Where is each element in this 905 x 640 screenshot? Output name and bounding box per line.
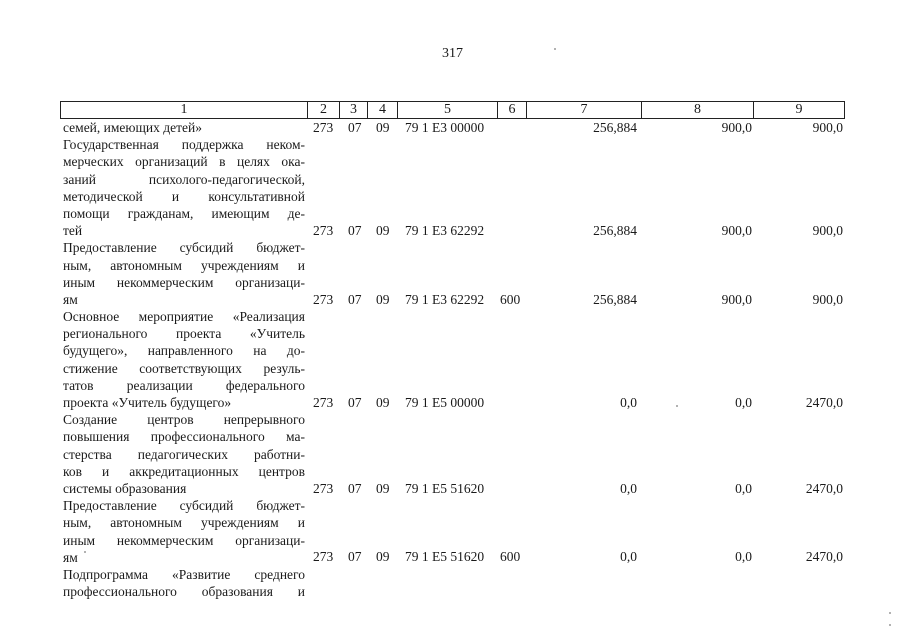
description-line: Государственная поддержка неком- [63, 137, 305, 153]
header-col-1: 1 [180, 102, 188, 117]
cell-subsection: 09 [376, 223, 390, 238]
cell-target-article: 79 1 Е3 00000 [405, 120, 485, 135]
description-line: Предоставление субсидий бюджет- [63, 498, 305, 514]
description-line: иным некоммерческим организаци- [63, 274, 305, 290]
page-number: 317 [442, 46, 463, 61]
cell-ved: 273 [313, 395, 334, 410]
scan-speck [889, 624, 891, 626]
header-col-8: 8 [694, 102, 701, 117]
header-col-4: 4 [379, 102, 386, 117]
description-line: стижение соответствующих резуль- [63, 360, 305, 376]
description-line: ям [63, 549, 78, 565]
table-row [0, 291, 905, 309]
cell-ved: 273 [313, 549, 334, 564]
description-line: помощи гражданам, имеющим де- [63, 205, 305, 221]
scan-speck [84, 551, 86, 553]
description-line: проекта «Учитель будущего» [63, 395, 232, 410]
cell-amount-col7: 256,884 [593, 292, 637, 307]
cell-target-article: 79 1 Е5 00000 [405, 395, 485, 410]
scan-speck [676, 405, 678, 407]
table-row [0, 222, 905, 240]
cell-amount-col8: 900,0 [721, 120, 752, 135]
cell-target-article: 79 1 Е3 62292 [405, 292, 485, 307]
cell-amount-col9: 900,0 [812, 120, 843, 135]
description-line: татов реализации федерального [63, 377, 305, 393]
description-line: ным, автономным учреждениям и [63, 257, 305, 273]
description-line: стерства педагогических работни- [63, 446, 305, 462]
description-line: Создание центров непрерывного [63, 412, 305, 428]
cell-amount-col8: 0,0 [735, 549, 752, 564]
cell-amount-col9: 2470,0 [805, 549, 843, 564]
header-col-5: 5 [444, 102, 451, 117]
cell-section: 07 [348, 292, 362, 307]
cell-amount-col8: 900,0 [721, 223, 752, 238]
cell-subsection: 09 [376, 481, 390, 496]
cell-section: 07 [348, 223, 362, 238]
cell-ved: 273 [313, 223, 334, 238]
description-line: тей [63, 223, 83, 239]
cell-amount-col8: 0,0 [735, 395, 752, 410]
cell-section: 07 [348, 481, 362, 496]
cell-amount-col9: 2470,0 [805, 481, 843, 496]
header-col-7: 7 [580, 102, 588, 117]
description-line: ков и аккредитационных центров [63, 463, 305, 479]
cell-amount-col7: 256,884 [593, 120, 637, 135]
cell-subsection: 09 [376, 549, 390, 564]
description-line: мерческих организаций в целях ока- [63, 154, 305, 170]
description-line: Предоставление субсидий бюджет- [63, 240, 305, 256]
description-line: будущего», направленного на до- [63, 343, 305, 359]
description-line: иным некоммерческим организаци- [63, 532, 305, 548]
table-row [0, 119, 905, 137]
cell-target-article: 79 1 Е3 62292 [405, 223, 485, 238]
cell-amount-col7: 0,0 [620, 481, 637, 496]
description-line: ным, автономным учреждениям и [63, 515, 305, 531]
description-line: регионального проекта «Учитель [63, 326, 305, 342]
cell-subsection: 09 [376, 292, 390, 307]
scan-speck [554, 48, 556, 50]
cell-subsection: 09 [376, 120, 390, 135]
cell-amount-col8: 900,0 [721, 292, 752, 307]
header-col-6: 6 [508, 102, 516, 117]
cell-ved: 273 [313, 120, 334, 135]
row-description [63, 566, 305, 600]
header-col-2: 2 [320, 102, 327, 117]
description-line: Подпрограмма «Развитие среднего [63, 566, 305, 582]
table-header [60, 101, 845, 119]
description-column [63, 119, 305, 600]
cell-amount-col7: 0,0 [620, 395, 637, 410]
cell-amount-col9: 900,0 [812, 223, 843, 238]
description-line: Основное мероприятие «Реализация [63, 309, 305, 325]
cell-section: 07 [348, 549, 362, 564]
cell-subsection: 09 [376, 395, 390, 410]
description-line: повышения профессионального ма- [63, 429, 305, 445]
cell-amount-col9: 900,0 [812, 292, 843, 307]
cell-expense-type: 600 [500, 292, 521, 307]
description-line: системы образования [63, 480, 187, 496]
cell-amount-col7: 0,0 [620, 549, 637, 564]
description-line: ям [63, 291, 78, 307]
table-row [0, 480, 905, 498]
table-row [0, 394, 905, 412]
header-col-9: 9 [795, 102, 803, 117]
header-col-3: 3 [350, 102, 357, 117]
scan-speck [889, 612, 891, 614]
cell-ved: 273 [313, 481, 334, 496]
cell-ved: 273 [313, 292, 334, 307]
cell-target-article: 79 1 Е5 51620 [405, 481, 485, 496]
cell-amount-col8: 0,0 [735, 481, 752, 496]
cell-target-article: 79 1 Е5 51620 [405, 549, 485, 564]
cell-amount-col7: 256,884 [593, 223, 637, 238]
description-line: профессионального образования и [63, 584, 305, 600]
cell-expense-type: 600 [500, 549, 521, 564]
description-line: методической и консультативной [63, 188, 305, 204]
cell-section: 07 [348, 395, 362, 410]
description-line: заний психолого-педагогической, [63, 171, 305, 187]
cell-amount-col9: 2470,0 [805, 395, 843, 410]
cell-section: 07 [348, 120, 362, 135]
description-line: семей, имеющих детей» [63, 120, 202, 135]
table-row [0, 548, 905, 566]
